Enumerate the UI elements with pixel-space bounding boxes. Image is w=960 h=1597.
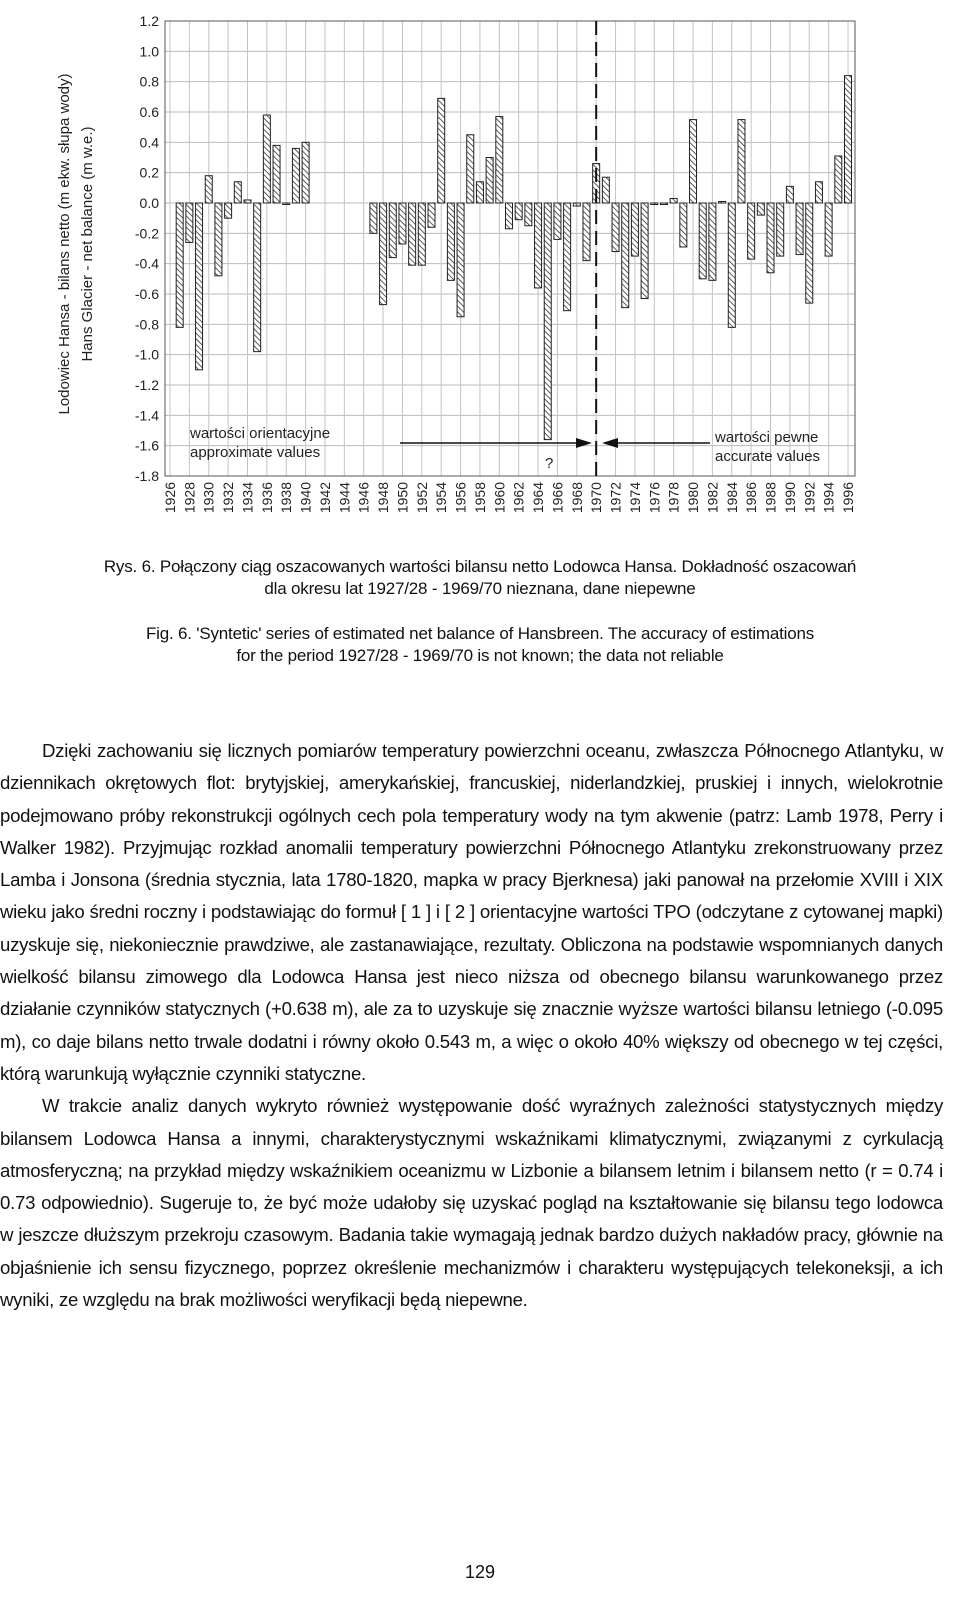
paragraph-2: W trakcie analiz danych wykryto również występowanie dość wyraźnych zależności statystycznych między bilansem Lodowca Hansa a innymi, charakterystycznymi wskaźnikami klimatycznymi, związanymi z cyrkulacją atmosferyczną; na przykład między wskaźnikiem oceanizmu w Lizbonie a bilansem letnim i bilansem netto (r = 0.74 i 0.73 odpowiednio). Sugeruje to, że być może udałoby się uzyskać pogląd na kształtowanie się bilansu tego lodowca w jeszcze dłuższym przekroju czasowym. Badania takie wymagają jednak bardzo dużych nakładów pracy, głównie na objaśnienie ich sensu fizycznego, poprzez określenie mechanizmów i charakteru występujących telekoneksji, a ich wyniki, ze względu na brak możliwości weryfikacji będą niepewne. [0, 1095, 943, 1311]
bar [845, 76, 852, 203]
bar [196, 203, 203, 370]
bar [748, 203, 755, 259]
annotation-left [189, 425, 553, 472]
bar [825, 203, 832, 256]
x-tick-label: 1990 [781, 482, 798, 514]
bar [660, 203, 667, 205]
paragraph-1: Dzięki zachowaniu się licznych pomiarów temperatury powierzchni oceanu, zwłaszcza Północnego Atlantyku, w dziennikach okrętowych flot: brytyjskiej, amerykańskiej, francuskiej, niderlandzkiej, pruskiej i innych, wielokrotnie podejmowano próby rekonstrukcji ogólnych cech pola temperatury wody na tym akwenie (patrz: Lamb 1978, Perry i Walker 1982). Przyjmując rozkład anomalii temperatury powierzchni Północnego Atlantyku zrekonstruowany przez Lamba i Jonsona (średnia stycznia, lata 1780-1820, mapka w pracy Bjerknesa) jaki panował na przełomie XVIII i XIX wieku jako średni roczny i podstawiając do formuł [ 1 ] i [ 2 ] orientacyjne wartości TPO (odczytane z cytowanej mapki) uzyskuje się, niekoniecznie prawdziwe, ale zastanawiające, rezultaty. Obliczona na podstawie wspomnianych danych wielkość bilansu zimowego dla Lodowca Hansa jest nieco niższa od obecnego bilansu warunkowanego przez działanie czynników statycznych (+0.638 m), ale za to uzyskuje się znacznie wyższe wartości bilansu letniego (-0.095 m), co daje bilans netto trwale dodatni i równy około 0.543 m, a więc o około 40% większy od obecnego w tej części, którą warunkują wyłącznie czynniki statyczne. [0, 740, 943, 1084]
bar [815, 182, 822, 203]
x-tick-label: 1930 [200, 482, 217, 514]
x-tick-label: 1954 [433, 482, 450, 514]
bar [651, 203, 658, 205]
bar [244, 200, 251, 203]
bar [389, 203, 396, 258]
bar [564, 203, 571, 311]
bar [631, 203, 638, 256]
bar [728, 203, 735, 327]
x-tick-label: 1980 [685, 482, 702, 514]
annotation-left-pl: wartości orientacyjne [190, 425, 331, 442]
x-tick-label: 1966 [549, 482, 566, 514]
x-tick-label: 1992 [801, 482, 818, 514]
bar [767, 203, 774, 273]
bar [215, 203, 222, 276]
x-tick-label: 1964 [530, 482, 547, 514]
page-number: 129 [464, 1562, 496, 1582]
bar [525, 203, 532, 226]
annotation-question-mark: ? [545, 455, 554, 472]
x-tick-label: 1952 [413, 482, 430, 514]
y-tick-label: -0.4 [134, 255, 159, 272]
bar [535, 203, 542, 288]
bar [806, 203, 813, 303]
x-tick-label: 1982 [704, 482, 721, 514]
y-tick-label: -1.2 [134, 377, 159, 393]
bar [476, 182, 483, 203]
x-tick-label: 1936 [258, 482, 275, 514]
bar [399, 203, 406, 244]
y-tick-label: 0.4 [139, 134, 159, 151]
bar [234, 182, 241, 203]
y-tick-label: -1.4 [134, 407, 159, 424]
x-tick-label: 1950 [394, 482, 411, 514]
bar [457, 203, 464, 317]
bar [554, 203, 561, 239]
arrows [400, 438, 710, 448]
bar [738, 120, 745, 203]
caption-polish [0, 556, 960, 600]
x-tick-label: 1944 [336, 482, 353, 514]
bar [380, 203, 387, 305]
body-text [0, 735, 943, 1316]
x-tick-label: 1942 [316, 482, 333, 514]
x-tick-label: 1988 [762, 482, 779, 514]
y-tick-label: -0.6 [134, 286, 159, 302]
x-tick-label: 1994 [820, 482, 837, 514]
x-tick-label: 1974 [626, 482, 643, 514]
caption-polish-line2: dla okresu lat 1927/28 - 1969/70 nieznana, dane niepewne [264, 579, 696, 598]
bar [680, 203, 687, 247]
bar [254, 203, 261, 352]
bar [486, 158, 493, 204]
bar [370, 203, 377, 233]
x-tick-label: 1928 [181, 482, 198, 514]
bar [176, 203, 183, 327]
left-arrow-head [576, 438, 592, 448]
y-tick-label: 0.0 [139, 195, 159, 211]
right-arrow-head [602, 438, 618, 448]
annotation-right-pl: wartości pewne [715, 429, 819, 446]
caption-polish-line1: Rys. 6. Połączony ciąg oszacowanych wartości bilansu netto Lodowca Hansa. Dokładność oszacowań [103, 557, 857, 576]
caption-english-line1: Fig. 6. 'Syntetic' series of estimated net balance of Hansbreen. The accuracy of estimations [145, 624, 815, 643]
y-tick-label: -0.8 [134, 316, 159, 333]
y-tick-label: 1.2 [139, 13, 159, 29]
y-tick-label: 0.6 [139, 104, 159, 120]
x-tick-label: 1958 [471, 482, 488, 514]
x-tick-label: 1968 [568, 482, 585, 514]
bar [796, 203, 803, 255]
bar [835, 156, 842, 203]
bar [467, 135, 474, 203]
y-tick-label: -0.2 [134, 225, 159, 242]
y-tick-label: -1.0 [134, 346, 159, 363]
bar [418, 203, 425, 265]
y-axis-label-en: Hans Glacier - net balance (m w.e.) [79, 126, 96, 362]
y-tick-label: -1.6 [134, 437, 159, 454]
x-tick-label: 1932 [220, 482, 237, 514]
bar [622, 203, 629, 308]
bar [447, 203, 454, 280]
bar [786, 186, 793, 203]
bar [757, 203, 764, 215]
bar [573, 203, 580, 206]
bar [719, 201, 726, 203]
bar [670, 198, 677, 203]
x-tick-label: 1976 [646, 482, 663, 514]
x-tick-label: 1960 [491, 482, 508, 514]
bar [612, 203, 619, 252]
bar [186, 203, 193, 242]
bar [292, 148, 299, 203]
bar [283, 203, 290, 205]
bar [709, 203, 716, 280]
x-tick-label: 1972 [607, 482, 624, 514]
bar [602, 177, 609, 203]
x-tick-label: 1948 [375, 482, 392, 514]
bar [699, 203, 706, 279]
y-tick-label: 1.0 [139, 43, 159, 60]
bar [302, 142, 309, 203]
bar [544, 203, 551, 440]
x-tick-label: 1940 [297, 482, 314, 514]
x-tick-label: 1962 [510, 481, 527, 514]
y-axis-label-pl: Lodowiec Hansa - bilans netto (m ekw. słupa wody) [56, 73, 73, 415]
bar [225, 203, 232, 218]
y-tick-label: -1.8 [134, 468, 159, 484]
x-tick-label: 1926 [162, 482, 178, 514]
annotation-right-en: accurate values [715, 448, 821, 465]
y-tick-label: 0.2 [139, 164, 159, 181]
bar [496, 117, 503, 203]
bar [583, 203, 590, 261]
net-balance-chart [40, 8, 880, 538]
y-tick-label: 0.8 [139, 73, 159, 90]
bar [205, 176, 212, 203]
bar [409, 203, 416, 265]
bar [690, 120, 697, 203]
bar [273, 145, 280, 203]
x-tick-label: 1946 [355, 482, 372, 514]
x-tick-label: 1978 [665, 482, 682, 514]
annotation-right [714, 429, 820, 465]
x-tick-label: 1970 [588, 482, 605, 514]
bar [428, 203, 435, 227]
x-tick-label: 1934 [239, 482, 256, 514]
chart-svg [40, 8, 880, 538]
x-tick-label: 1984 [723, 482, 740, 514]
x-tick-label: 1938 [278, 482, 295, 514]
bar [777, 203, 784, 256]
bar [641, 203, 648, 299]
bar [438, 98, 445, 203]
bar [506, 203, 513, 229]
x-tick-label: 1986 [743, 482, 760, 514]
x-tick-label: 1996 [840, 482, 856, 514]
caption-english-line2: for the period 1927/28 - 1969/70 is not known; the data not reliable [236, 646, 724, 665]
bar [515, 203, 522, 220]
bar [263, 115, 270, 203]
annotation-left-en: approximate values [190, 444, 321, 461]
caption-english [0, 623, 960, 667]
x-tick-label: 1956 [452, 482, 469, 514]
